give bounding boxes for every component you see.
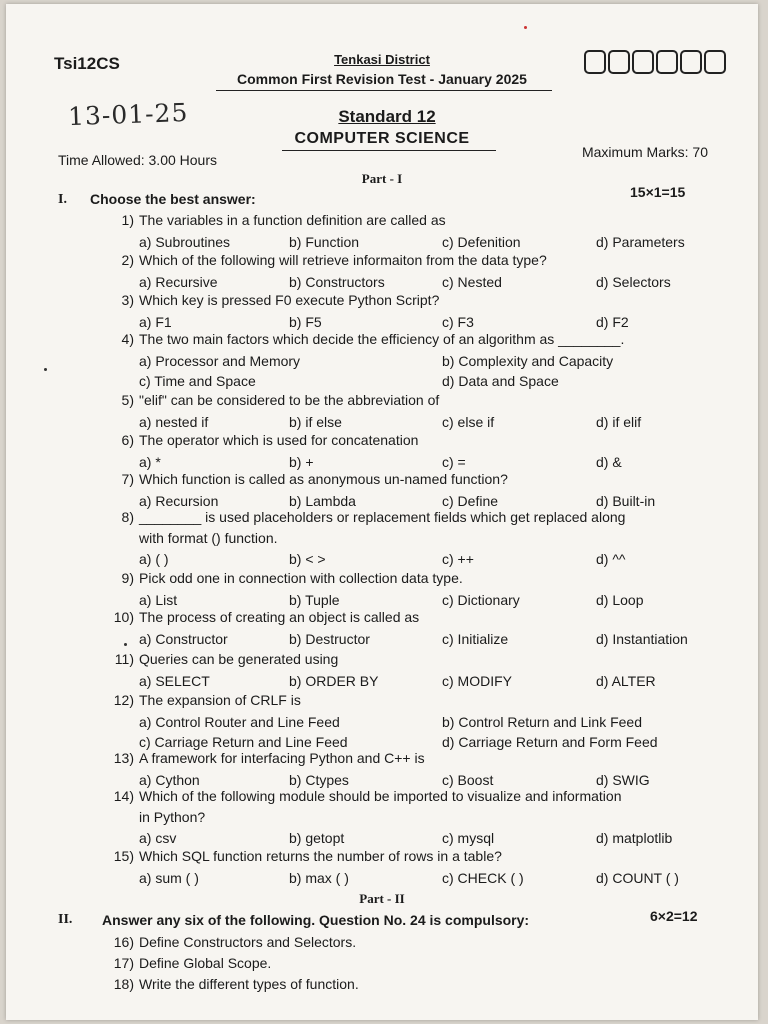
option-c: c) Define bbox=[442, 493, 499, 509]
option-a: a) nested if bbox=[139, 414, 209, 430]
option-b: b) Lambda bbox=[289, 493, 356, 509]
question-text: Which SQL function returns the number of rows in a table? bbox=[139, 848, 502, 864]
option-c: c) Initialize bbox=[442, 631, 509, 647]
option-b: b) F5 bbox=[289, 314, 322, 330]
question-number: 8) bbox=[121, 509, 134, 525]
option-a: a) Subroutines bbox=[139, 234, 231, 250]
option-a: a) Recursion bbox=[139, 493, 219, 509]
option-a: a) Constructor bbox=[139, 631, 228, 647]
maximum-marks: Maximum Marks: 70 bbox=[581, 144, 708, 160]
question-text: Which of the following will retrieve informaiton from the data type? bbox=[139, 252, 547, 268]
option-c: c) Carriage Return and Line Feed bbox=[139, 734, 348, 750]
option-a: a) sum ( ) bbox=[139, 870, 199, 886]
question-text: Define Constructors and Selectors. bbox=[139, 934, 357, 950]
question-text-continued: in Python? bbox=[139, 809, 206, 825]
register-digit-box bbox=[704, 50, 726, 74]
option-a: a) * bbox=[139, 454, 161, 470]
question-text: Queries can be generated using bbox=[139, 651, 339, 667]
option-a: a) ( ) bbox=[139, 551, 169, 567]
ink-speck bbox=[524, 26, 527, 29]
section-two-title: Answer any six of the following. Question No. 24 is compulsory: bbox=[102, 912, 530, 928]
header-underline bbox=[216, 90, 552, 91]
option-d: d) Built-in bbox=[596, 493, 656, 509]
option-b: b) max ( ) bbox=[289, 870, 349, 886]
question-number: 18) bbox=[113, 976, 134, 992]
option-d: d) Instantiation bbox=[596, 631, 688, 647]
question-number: 6) bbox=[121, 432, 134, 448]
question-text: The expansion of CRLF is bbox=[139, 692, 301, 708]
option-d: d) COUNT ( ) bbox=[596, 870, 679, 886]
option-a: a) SELECT bbox=[139, 673, 210, 689]
option-c: c) else if bbox=[442, 414, 495, 430]
option-c: c) Time and Space bbox=[139, 373, 256, 389]
question-text: Which of the following module should be imported to visualize and information bbox=[139, 788, 622, 804]
option-b: b) ORDER BY bbox=[289, 673, 379, 689]
option-a: a) Recursive bbox=[139, 274, 218, 290]
option-b: b) Constructors bbox=[289, 274, 385, 290]
exam-paper bbox=[6, 4, 758, 1020]
option-c: c) = bbox=[442, 454, 466, 470]
option-d: d) & bbox=[596, 454, 622, 470]
register-digit-box bbox=[632, 50, 654, 74]
question-number: 7) bbox=[121, 471, 134, 487]
question-text: Pick odd one in connection with collection data type. bbox=[139, 570, 463, 586]
question-text: A framework for interfacing Python and C++ is bbox=[139, 750, 425, 766]
option-a: a) F1 bbox=[139, 314, 172, 330]
question-number: 9) bbox=[121, 570, 134, 586]
option-b: b) Control Return and Link Feed bbox=[442, 714, 642, 730]
question-number: 12) bbox=[113, 692, 134, 708]
option-a: a) Cython bbox=[139, 772, 200, 788]
question-text: Which function is called as anonymous un-named function? bbox=[139, 471, 508, 487]
question-text: The two main factors which decide the efficiency of an algorithm as ________. bbox=[139, 331, 625, 347]
question-text: ________ is used placeholders or replacement fields which get replaced along bbox=[139, 509, 626, 525]
question-number: 5) bbox=[121, 392, 134, 408]
option-c: c) Dictionary bbox=[442, 592, 520, 608]
register-digit-box bbox=[584, 50, 606, 74]
option-b: b) Tuple bbox=[289, 592, 340, 608]
question-text: Write the different types of function. bbox=[139, 976, 359, 992]
question-text: "elif" can be considered to be the abbreviation of bbox=[139, 392, 440, 408]
option-c: c) Boost bbox=[442, 772, 494, 788]
option-d: d) if elif bbox=[596, 414, 642, 430]
question-number: 14) bbox=[113, 788, 134, 804]
option-d: d) Data and Space bbox=[442, 373, 559, 389]
question-text: Which key is pressed F0 execute Python Script? bbox=[139, 292, 440, 308]
option-c: c) MODIFY bbox=[442, 673, 512, 689]
option-b: b) + bbox=[289, 454, 314, 470]
question-text: Define Global Scope. bbox=[139, 955, 272, 971]
question-number: 10) bbox=[113, 609, 134, 625]
option-b: b) < > bbox=[289, 551, 326, 567]
question-number: 15) bbox=[113, 848, 134, 864]
question-text: The variables in a function definition are called as bbox=[139, 212, 446, 228]
option-b: b) Ctypes bbox=[289, 772, 349, 788]
section-one-title: Choose the best answer: bbox=[90, 191, 256, 207]
register-digit-box bbox=[680, 50, 702, 74]
question-number: 4) bbox=[121, 331, 134, 347]
handwritten-date: 13-01-25 bbox=[67, 97, 189, 132]
option-c: c) F3 bbox=[442, 314, 474, 330]
option-a: a) List bbox=[139, 592, 178, 608]
option-d: d) Loop bbox=[596, 592, 644, 608]
question-number: 1) bbox=[121, 212, 134, 228]
option-c: c) Defenition bbox=[442, 234, 521, 250]
option-c: c) Nested bbox=[442, 274, 502, 290]
question-number: 17) bbox=[113, 955, 134, 971]
option-d: d) Selectors bbox=[596, 274, 671, 290]
option-d: d) Parameters bbox=[596, 234, 685, 250]
paper-code: Tsi12CS bbox=[54, 54, 120, 73]
ink-speck bbox=[44, 368, 47, 371]
exam-title: Common First Revision Test - January 2025 bbox=[237, 71, 527, 87]
time-allowed: Time Allowed: 3.00 Hours bbox=[58, 152, 217, 168]
option-d: d) SWIG bbox=[596, 772, 650, 788]
subject-underline bbox=[282, 150, 496, 151]
option-b: b) Destructor bbox=[289, 631, 370, 647]
part-one-heading: Part - I bbox=[361, 171, 403, 186]
option-b: b) Function bbox=[289, 234, 360, 250]
part-two-heading: Part - II bbox=[359, 891, 405, 906]
register-digit-box bbox=[656, 50, 678, 74]
option-b: b) getopt bbox=[289, 830, 345, 846]
option-a: a) Processor and Memory bbox=[139, 353, 301, 369]
question-text: The operator which is used for concatenation bbox=[139, 432, 419, 448]
standard-title: Standard 12 bbox=[338, 107, 436, 126]
option-b: b) Complexity and Capacity bbox=[442, 353, 614, 369]
option-c: c) mysql bbox=[442, 830, 495, 846]
section-one-marks: 15×1=15 bbox=[630, 184, 686, 200]
register-digit-box bbox=[608, 50, 630, 74]
option-b: b) if else bbox=[289, 414, 342, 430]
section-two-number: II. bbox=[58, 912, 73, 927]
section-one-number: I. bbox=[58, 192, 67, 207]
question-text-continued: with format () function. bbox=[139, 530, 278, 546]
option-c: c) CHECK ( ) bbox=[442, 870, 524, 886]
question-text: The process of creating an object is called as bbox=[139, 609, 420, 625]
option-d: d) matplotlib bbox=[596, 830, 673, 846]
question-number: 11) bbox=[114, 651, 134, 667]
option-a: a) Control Router and Line Feed bbox=[139, 714, 340, 730]
subject-title: COMPUTER SCIENCE bbox=[294, 130, 470, 147]
district-title: Tenkasi District bbox=[334, 52, 430, 67]
question-number: 2) bbox=[121, 252, 134, 268]
section-two-marks: 6×2=12 bbox=[650, 908, 698, 924]
question-number: 16) bbox=[113, 934, 134, 950]
option-d: d) ALTER bbox=[596, 673, 656, 689]
option-a: a) csv bbox=[139, 830, 177, 846]
option-d: d) F2 bbox=[596, 314, 629, 330]
register-number-boxes bbox=[584, 50, 728, 74]
question-number: 13) bbox=[113, 750, 134, 766]
ink-speck bbox=[124, 643, 127, 646]
option-d: d) Carriage Return and Form Feed bbox=[442, 734, 658, 750]
option-d: d) ^^ bbox=[596, 551, 626, 567]
question-number: 3) bbox=[121, 292, 134, 308]
option-c: c) ++ bbox=[442, 551, 474, 567]
